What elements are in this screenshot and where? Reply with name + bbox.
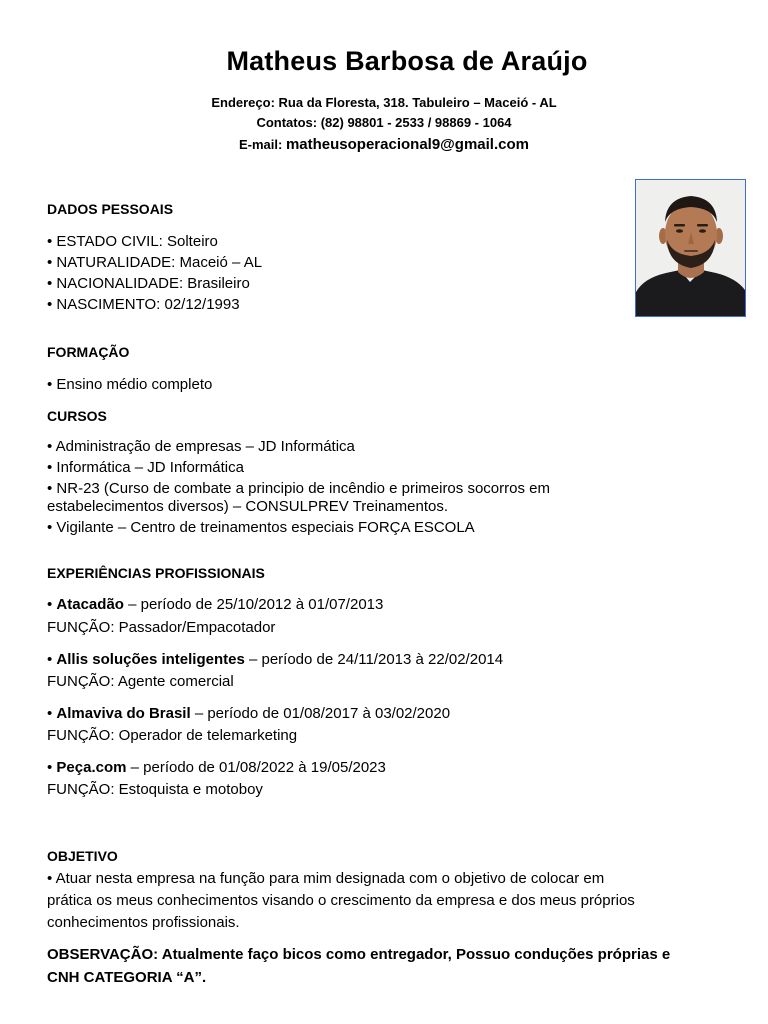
observation-line: CNH CATEGORIA “A”. <box>47 969 207 986</box>
email-label: E-mail: <box>238 137 283 152</box>
list-item: • Ensino médio completo <box>47 376 213 393</box>
job-entry <box>47 757 727 800</box>
list-item: • NASCIMENTO: 02/12/1993 <box>47 296 240 313</box>
job-period: – período de 25/10/2012 à 01/07/2013 <box>123 596 384 613</box>
section-title-objective: OBJETIVO <box>47 848 118 864</box>
email-value: matheusoperacional9@gmail.com <box>285 136 529 153</box>
job-company: Almaviva do Brasil <box>56 705 191 722</box>
job-entry <box>47 594 727 638</box>
observation-line: OBSERVAÇÃO: Atualmente faço bicos como entregador, Possuo conduções próprias e <box>47 946 671 963</box>
objective-line: • Atuar nesta empresa na função para mim designada com o objetivo de colocar em <box>47 870 605 887</box>
section-title-courses: CURSOS <box>47 408 107 424</box>
section-title-experience: EXPERIÊNCIAS PROFISSIONAIS <box>47 565 265 581</box>
contacts-line: Contatos: (82) 98801 - 2533 / 98869 - 1064 <box>256 115 512 130</box>
section-education <box>47 342 727 395</box>
job-entry <box>47 649 727 692</box>
section-title-education: FORMAÇÃO <box>47 344 130 360</box>
job-period: – período de 01/08/2022 à 19/05/2023 <box>126 759 386 776</box>
list-item: • NATURALIDADE: Maceió – AL <box>47 254 263 271</box>
job-role: FUNÇÃO: Passador/Empacotador <box>47 619 276 636</box>
bullet: • <box>47 759 57 776</box>
section-experience <box>47 563 727 800</box>
section-personal <box>47 199 727 315</box>
section-title-personal: DADOS PESSOAIS <box>47 201 174 217</box>
section-observation <box>47 943 727 989</box>
bullet: • <box>47 651 57 668</box>
list-item: estabelecimentos diversos) – CONSULPREV Treinamentos. <box>47 498 449 515</box>
job-role: FUNÇÃO: Agente comercial <box>47 673 234 690</box>
candidate-name: Matheus Barbosa de Araújo <box>226 46 588 76</box>
bullet: • <box>47 705 57 722</box>
job-period: – período de 24/11/2013 à 22/02/2014 <box>244 651 504 668</box>
address-line: Endereço: Rua da Floresta, 318. Tabuleiro – Maceió - AL <box>211 95 557 110</box>
objective-line: conhecimentos profissionais. <box>47 914 240 931</box>
list-item: • Vigilante – Centro de treinamentos especiais FORÇA ESCOLA <box>47 519 475 536</box>
job-company: Allis soluções inteligentes <box>56 651 245 668</box>
list-item: • ESTADO CIVIL: Solteiro <box>47 233 218 250</box>
job-period: – período de 01/08/2017 à 03/02/2020 <box>190 705 451 722</box>
list-item: • Informática – JD Informática <box>47 459 244 476</box>
bullet: • <box>47 596 57 613</box>
job-company: Peça.com <box>56 759 127 776</box>
list-item: • NR-23 (Curso de combate a principio de incêndio e primeiros socorros em <box>47 480 550 497</box>
list-item: • NACIONALIDADE: Brasileiro <box>47 275 250 292</box>
list-item: • Administração de empresas – JD Informática <box>47 438 355 455</box>
job-entry <box>47 703 727 746</box>
job-role: FUNÇÃO: Estoquista e motoboy <box>47 781 263 798</box>
job-role: FUNÇÃO: Operador de telemarketing <box>47 727 298 744</box>
section-courses <box>47 406 727 538</box>
job-company: Atacadão <box>56 596 124 613</box>
email-line <box>0 136 768 153</box>
section-objective <box>47 846 727 933</box>
objective-line: prática os meus conhecimentos visando o crescimento da empresa e dos meus próprios <box>47 892 635 909</box>
